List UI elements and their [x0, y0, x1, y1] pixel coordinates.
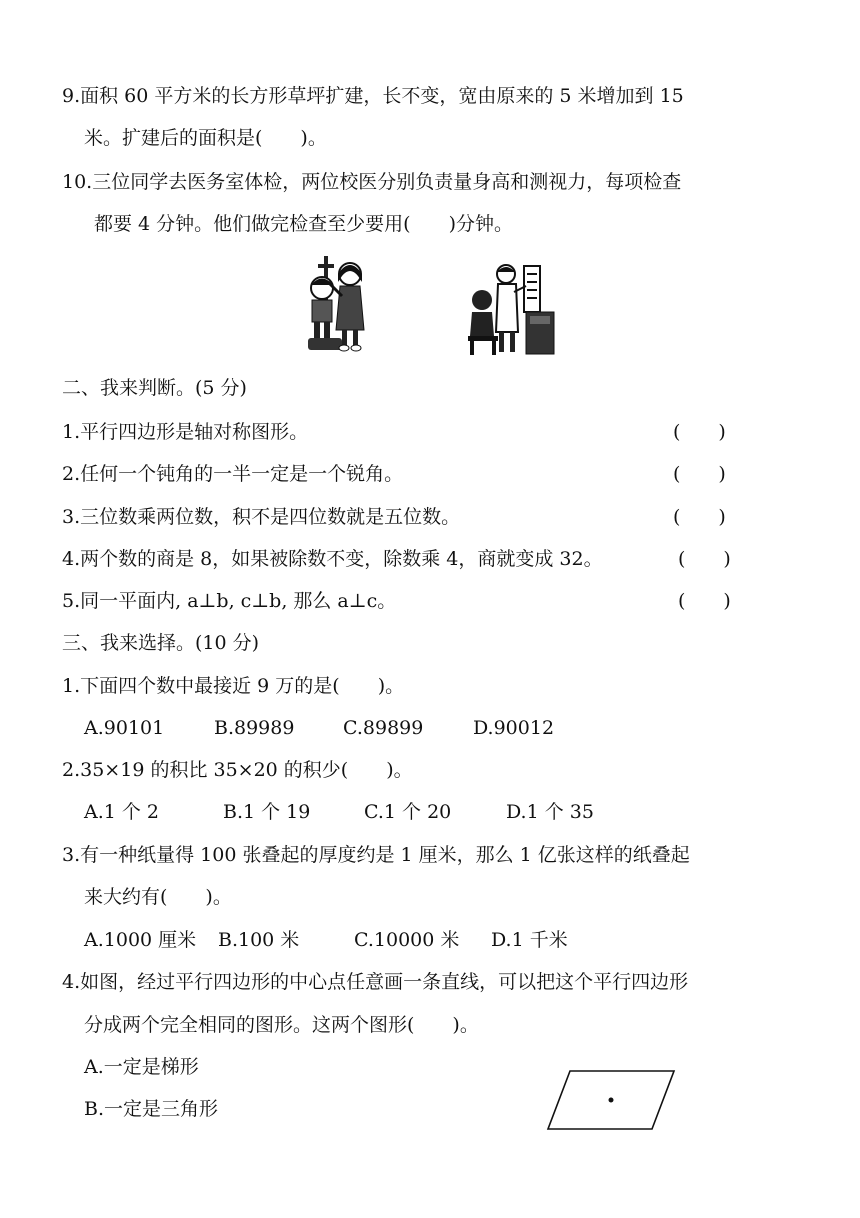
choice-q3-option-b[interactable]: B.100 米	[218, 929, 300, 951]
choice-q1-option-b[interactable]: B.89989	[214, 717, 295, 739]
choice-q4-option-a[interactable]: A.一定是梯形	[84, 1056, 199, 1078]
judgement-answer-5[interactable]: ( )	[678, 590, 731, 612]
choice-q3-option-d[interactable]: D.1 千米	[491, 929, 568, 951]
choice-q4-line1: 4.如图，经过平行四边形的中心点任意画一条直线，可以把这个平行四边形	[62, 971, 689, 993]
choice-q3-line2: 来大约有( )。	[84, 886, 232, 908]
choice-q3-option-a[interactable]: A.1000 厘米	[84, 929, 197, 951]
judgement-item-5: 5.同一平面内, a⊥b, c⊥b, 那么 a⊥c。	[62, 590, 397, 612]
choice-q2-option-d[interactable]: D.1 个 35	[506, 801, 594, 823]
q10-line2: 都要 4 分钟。他们做完检查至少要用( )分钟。	[94, 213, 513, 235]
choice-q1-option-d[interactable]: D.90012	[473, 717, 555, 739]
choice-q3-line1: 3.有一种纸量得 100 张叠起的厚度约是 1 厘米，那么 1 亿张这样的纸叠起	[62, 844, 690, 866]
choice-q2-option-a[interactable]: A.1 个 2	[84, 801, 160, 823]
judgement-item-2: 2.任何一个钝角的一半一定是一个锐角。	[62, 463, 404, 485]
section-heading-choice: 三、我来选择。(10 分)	[62, 632, 260, 654]
judgement-item-4: 4.两个数的商是 8，如果被除数不变，除数乘 4，商就变成 32。	[62, 548, 603, 570]
choice-q2-option-c[interactable]: C.1 个 20	[364, 801, 452, 823]
judgement-answer-3[interactable]: ( )	[673, 506, 726, 528]
choice-q2-stem: 2.35×19 的积比 35×20 的积少( )。	[62, 759, 413, 781]
choice-q1-stem: 1.下面四个数中最接近 9 万的是( )。	[62, 675, 405, 697]
q10-line1: 10.三位同学去医务室体检，两位校医分别负责量身高和测视力，每项检查	[62, 171, 682, 193]
judgement-item-1: 1.平行四边形是轴对称图形。	[62, 421, 309, 443]
center-point	[609, 1098, 614, 1103]
height-measuring-illustration	[298, 252, 376, 356]
judgement-answer-4[interactable]: ( )	[678, 548, 731, 570]
judgement-answer-1[interactable]: ( )	[673, 421, 726, 443]
section-heading-judgement: 二、我来判断。(5 分)	[62, 377, 247, 399]
judgement-item-3: 3.三位数乘两位数，积不是四位数就是五位数。	[62, 506, 461, 528]
choice-q3-option-c[interactable]: C.10000 米	[354, 929, 460, 951]
eye-test-illustration	[464, 262, 560, 356]
choice-q4-line2: 分成两个完全相同的图形。这两个图形( )。	[84, 1014, 479, 1036]
q9-line1: 9.面积 60 平方米的长方形草坪扩建，长不变，宽由原来的 5 米增加到 15	[62, 85, 684, 107]
q9-line2: 米。扩建后的面积是( )。	[84, 127, 327, 149]
choice-q1-option-a[interactable]: A.90101	[84, 717, 165, 739]
choice-q4-option-b[interactable]: B.一定是三角形	[84, 1098, 219, 1120]
parallelogram-figure	[546, 1068, 678, 1132]
choice-q1-option-c[interactable]: C.89899	[343, 717, 424, 739]
choice-q2-option-b[interactable]: B.1 个 19	[223, 801, 311, 823]
judgement-answer-2[interactable]: ( )	[673, 463, 726, 485]
